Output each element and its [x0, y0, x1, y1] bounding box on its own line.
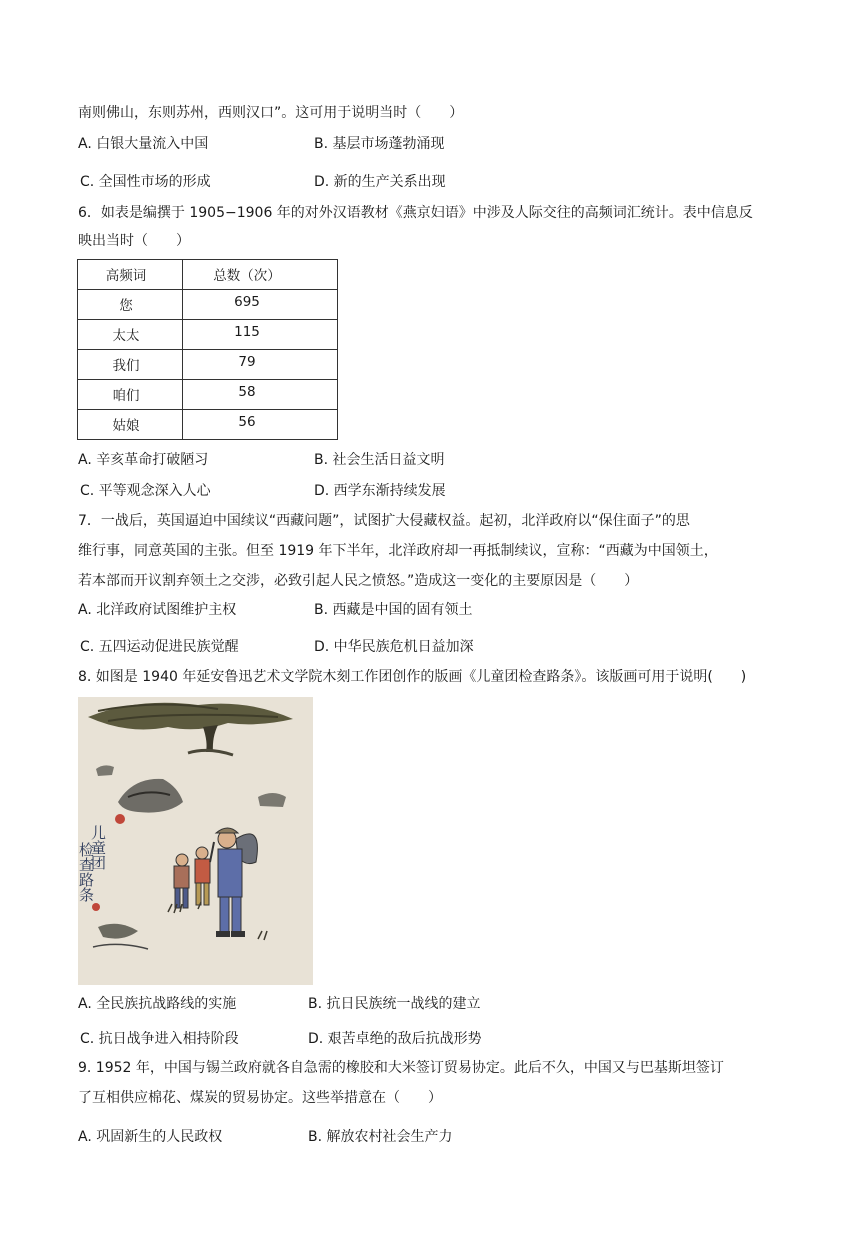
- table-cell: 58: [183, 380, 338, 410]
- q8-stem: 8. 如图是 1940 年延安鲁迅艺术文学院木刻工作团创作的版画《儿童团检查路条》。该版画可用于说明( ): [78, 669, 747, 685]
- table-header-row: [78, 260, 338, 290]
- q7-stem-line1: 7．一战后，英国逼迫中国续议“西藏问题”，试图扩大侵藏权益。起初，北洋政府以“保住面子”的思: [78, 513, 690, 529]
- q6-option-c: C. 平等观念深入人心: [80, 483, 211, 499]
- table-cell: 咱们: [78, 380, 183, 410]
- table-header-cell: 高频词: [78, 260, 183, 290]
- q8-option-a: A. 全民族抗战路线的实施: [78, 996, 237, 1012]
- table-row: [78, 410, 338, 440]
- q8-option-b: B. 抗日民族统一战线的建立: [308, 996, 481, 1012]
- q5-option-c: C. 全国性市场的形成: [80, 174, 211, 190]
- q9-option-b: B. 解放农村社会生产力: [308, 1129, 453, 1145]
- table-row: [78, 380, 338, 410]
- q6-option-b: B. 社会生活日益文明: [314, 452, 445, 468]
- q9-stem-line1: 9. 1952 年，中国与锡兰政府就各自急需的橡胶和大米签订贸易协定。此后不久，中国又与巴基斯坦签订: [78, 1060, 724, 1076]
- table-cell: 姑娘: [78, 410, 183, 440]
- table-row: [78, 350, 338, 380]
- table-cell: 56: [183, 410, 338, 440]
- table-cell: 695: [183, 290, 338, 320]
- q7-option-a: A. 北洋政府试图维护主权: [78, 602, 237, 618]
- q7-stem-line3: 若本部而开议割弃领土之交涉，必致引起人民之愤怒。”造成这一变化的主要原因是（ ）: [78, 573, 639, 589]
- q5-option-a: A. 白银大量流入中国: [78, 136, 209, 152]
- table-header-cell: 总数（次）: [183, 260, 338, 290]
- q5-option-b: B. 基层市场蓬勃涌现: [314, 136, 445, 152]
- q8-option-d: D. 艰苦卓绝的敌后抗战形势: [308, 1031, 482, 1047]
- woodcut-title-line1: 儿童团: [89, 825, 107, 870]
- table-cell: 我们: [78, 350, 183, 380]
- q7-option-c: C. 五四运动促进民族觉醒: [80, 639, 239, 655]
- q5-stem: 南则佛山，东则苏州，西则汉口”。这可用于说明当时（ ）: [78, 105, 464, 121]
- q8-option-c: C. 抗日战争进入相持阶段: [80, 1031, 239, 1047]
- q9-option-a: A. 巩固新生的人民政权: [78, 1129, 223, 1145]
- q6-stem-line2: 映出当时（ ）: [78, 233, 190, 249]
- woodcut-illustration: [78, 697, 313, 985]
- q6-option-a: A. 辛亥革命打破陋习: [78, 452, 209, 468]
- table-cell: 太太: [78, 320, 183, 350]
- q7-option-b: B. 西藏是中国的固有领土: [314, 602, 473, 618]
- word-frequency-table: [77, 259, 338, 440]
- q6-option-d: D. 西学东渐持续发展: [314, 483, 446, 499]
- woodcut-print-image: [78, 697, 313, 985]
- table-cell: 115: [183, 320, 338, 350]
- woodcut-title-line2: 检查路条: [78, 842, 95, 902]
- q9-stem-line2: 了互相供应棉花、煤炭的贸易协定。这些举措意在（ ）: [78, 1090, 442, 1106]
- q5-option-d: D. 新的生产关系出现: [314, 174, 446, 190]
- q7-stem-line2: 维行事，同意英国的主张。但至 1919 年下半年，北洋政府却一再抵制续议，宣称：“西藏为中国领土，: [78, 543, 718, 559]
- q7-option-d: D. 中华民族危机日益加深: [314, 639, 474, 655]
- table-row: [78, 290, 338, 320]
- table-cell: 79: [183, 350, 338, 380]
- table-row: [78, 320, 338, 350]
- q6-stem-line1: 6．如表是编撰于 1905−1906 年的对外汉语教材《燕京妇语》中涉及人际交往的高频词汇统计。表中信息反: [78, 205, 753, 221]
- table-cell: 您: [78, 290, 183, 320]
